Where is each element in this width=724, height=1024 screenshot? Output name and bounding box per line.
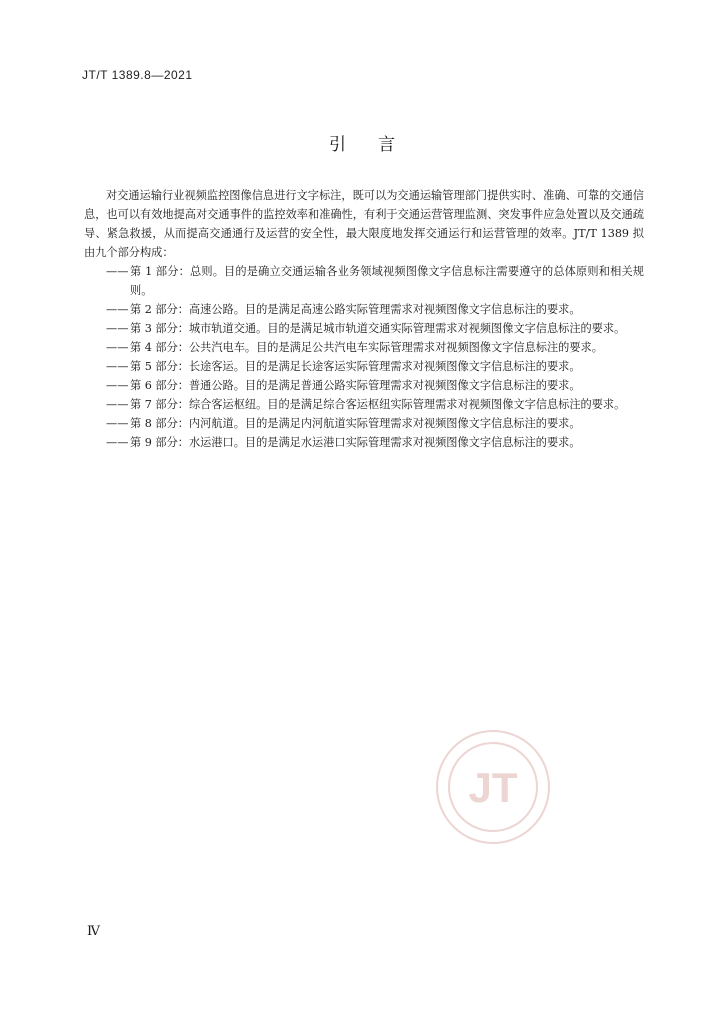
- list-item: [84, 376, 644, 395]
- list-item: [84, 319, 644, 338]
- list-item: [84, 300, 644, 319]
- list-item: [84, 262, 644, 300]
- part-text: 第 2 部分：高速公路。目的是满足高速公路实际管理需求对视频图像文字信息标注的要求。: [130, 303, 581, 316]
- dash-marker: ——: [106, 360, 129, 373]
- list-item: [84, 433, 644, 452]
- dash-marker: ——: [106, 322, 129, 335]
- page-number: Ⅳ: [87, 924, 100, 939]
- list-item: [84, 414, 644, 433]
- dash-marker: ——: [106, 417, 129, 430]
- list-item: [84, 338, 644, 357]
- dash-marker: ——: [106, 341, 129, 354]
- part-text: 第 4 部分：公共汽电车。目的是满足公共汽电车实际管理需求对视频图像文字信息标注的要求。: [130, 341, 603, 354]
- standard-number-header: JT/T 1389.8—2021: [82, 68, 193, 82]
- seal-text: JT: [468, 764, 518, 811]
- dash-marker: ——: [106, 265, 129, 278]
- dash-marker: ——: [106, 379, 129, 392]
- dash-marker: ——: [106, 303, 129, 316]
- dash-marker: ——: [106, 436, 129, 449]
- page-title: 引言: [329, 135, 427, 155]
- part-text: 第 9 部分：水运港口。目的是满足水运港口实际管理需求对视频图像文字信息标注的要求。: [130, 436, 581, 449]
- list-item: [84, 395, 644, 414]
- part-text: 第 3 部分：城市轨道交通。目的是满足城市轨道交通实际管理需求对视频图像文字信息标注的要求。: [130, 322, 626, 335]
- part-text: 第 8 部分：内河航道。目的是满足内河航道实际管理需求对视频图像文字信息标注的要求。: [130, 417, 581, 430]
- list-item: [84, 357, 644, 376]
- document-body: [84, 186, 644, 452]
- parts-list: [84, 262, 644, 452]
- part-text: 第 7 部分：综合客运枢纽。目的是满足综合客运枢纽实际管理需求对视频图像文字信息标注的要求。: [130, 398, 626, 411]
- jt-seal-watermark-icon: [434, 728, 552, 846]
- part-text: 第 6 部分：普通公路。目的是满足普通公路实际管理需求对视频图像文字信息标注的要求。: [130, 379, 581, 392]
- part-text: 第 5 部分：长途客运。目的是满足长途客运实际管理需求对视频图像文字信息标注的要求。: [130, 360, 581, 373]
- intro-paragraph: 对交通运输行业视频监控图像信息进行文字标注，既可以为交通运输管理部门提供实时、准确、可靠的交通信息，也可以有效地提高对交通事件的监控效率和准确性，有利于交通运营管理监测、突发事件应急处置以及交通疏导、紧急救援，从而提高交通通行及运营的安全性，最大限度地发挥交通运行和运营管理的效率。JT/T 1389 拟由九个部分构成：: [84, 189, 644, 259]
- part-text: 第 1 部分：总则。目的是确立交通运输各业务领域视频图像文字信息标注需要遵守的总体原则和相关规则。: [130, 265, 644, 297]
- dash-marker: ——: [106, 398, 129, 411]
